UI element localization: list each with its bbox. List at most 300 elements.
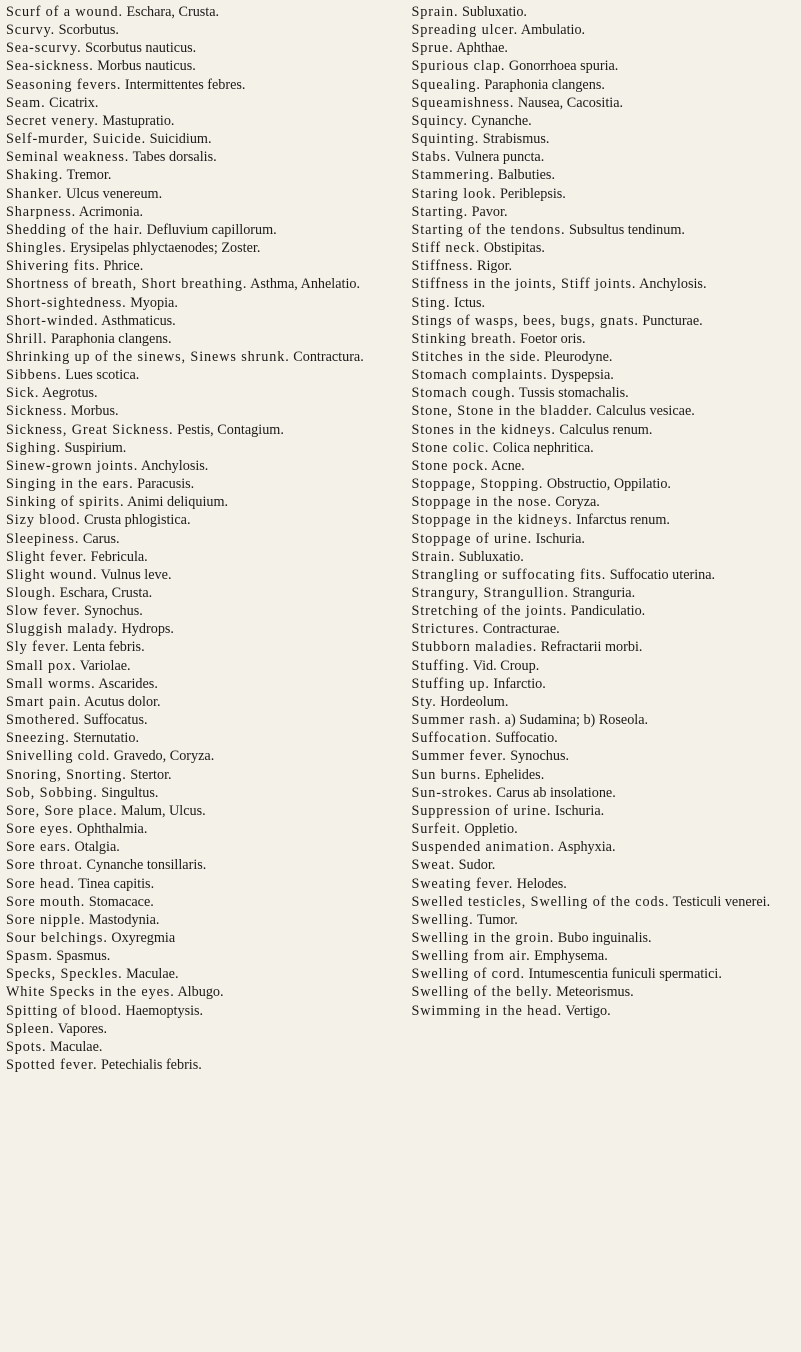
english-term: Short-winded. [6, 312, 99, 329]
english-term: Summer rash. [411, 712, 502, 729]
english-term: Stiffness. [411, 258, 474, 275]
latin-equivalent: Mastodynia. [88, 911, 160, 928]
latin-equivalent: Balbuties. [497, 167, 555, 184]
english-term: Scurf of a wound. [6, 4, 123, 20]
glossary-entry [412, 602, 794, 620]
glossary-entry [6, 493, 388, 511]
english-term: Sore nipple. [6, 911, 86, 928]
right-column [412, 3, 794, 1074]
glossary-entry [6, 856, 388, 874]
latin-equivalent: Vapores. [57, 1020, 108, 1037]
english-term: Stomach complaints. [411, 367, 548, 384]
glossary-entry [6, 312, 388, 330]
latin-equivalent: Myopia. [130, 294, 178, 311]
latin-equivalent: Calculus renum. [559, 421, 653, 438]
latin-equivalent: Contracturae. [482, 621, 560, 638]
glossary-entry [6, 511, 388, 529]
glossary-entry [412, 166, 794, 184]
latin-equivalent: Ischuria. [535, 530, 585, 547]
latin-equivalent: Stranguria. [572, 585, 636, 601]
glossary-entry [412, 384, 794, 402]
latin-equivalent: Sudor. [458, 857, 496, 874]
english-term: Sore throat. [6, 857, 83, 874]
latin-equivalent: Meteorismus. [556, 984, 634, 1001]
latin-equivalent: Eschara, Crusta. [59, 585, 153, 601]
english-term: Shaking. [6, 167, 64, 184]
glossary-entry [412, 457, 794, 475]
latin-equivalent: Contractura. [293, 348, 364, 365]
glossary-entry [6, 166, 388, 184]
english-term: Swelling from air. [411, 948, 531, 965]
english-term: Stabs. [411, 149, 452, 166]
latin-equivalent: Hydrops. [121, 621, 174, 638]
english-term: Sinew-grown joints. [6, 457, 139, 474]
glossary-entry [6, 1038, 388, 1056]
latin-equivalent: Erysipelas phlyctaenodes; Zoster. [70, 240, 261, 257]
english-term: Smothered. [6, 712, 81, 729]
english-term: Shanker. [6, 185, 63, 202]
latin-equivalent: Lenta febris. [72, 639, 145, 656]
latin-equivalent: Otalgia. [74, 839, 120, 856]
latin-equivalent: Infarctus renum. [576, 512, 670, 529]
glossary-entry [6, 402, 388, 420]
english-term: Suffocation. [411, 730, 492, 747]
latin-equivalent: Suffocatio uterina. [609, 566, 716, 583]
glossary-entry [6, 820, 388, 838]
latin-equivalent: Vulnus leve. [100, 566, 172, 583]
latin-equivalent: Sternutatio. [73, 730, 140, 747]
english-term: Sickness, Great Sickness. [6, 421, 174, 438]
latin-equivalent: Refractarii morbi. [540, 639, 643, 656]
glossary-entry [6, 965, 388, 983]
latin-equivalent: Tabes dorsalis. [132, 149, 217, 166]
glossary-entry [6, 57, 388, 75]
english-term: Suspended animation. [411, 839, 555, 856]
latin-equivalent: Asthmaticus. [101, 312, 176, 329]
latin-equivalent: Synochus. [510, 748, 570, 765]
glossary-entry [6, 911, 388, 929]
glossary-entry [6, 330, 388, 348]
latin-equivalent: Hordeolum. [440, 693, 509, 710]
glossary-entry [412, 203, 794, 221]
latin-equivalent: Synochus. [84, 603, 143, 620]
latin-equivalent: Animi deliquium. [127, 494, 229, 511]
latin-equivalent: Albugo. [177, 984, 224, 1001]
glossary-entry [412, 747, 794, 765]
glossary-entry [412, 638, 794, 656]
latin-equivalent: Ephelides. [484, 766, 545, 783]
english-term: Slight wound. [6, 566, 98, 583]
english-term: Starting. [411, 203, 469, 220]
glossary-entry [6, 3, 388, 21]
glossary-entry [412, 39, 794, 57]
latin-equivalent: Calculus vesicae. [596, 403, 695, 420]
glossary-entry [6, 584, 388, 602]
glossary-entry [6, 348, 388, 366]
glossary-entry [412, 475, 794, 493]
glossary-entry [412, 929, 794, 947]
glossary-entry [6, 257, 388, 275]
latin-equivalent: Bubo inguinalis. [557, 929, 652, 946]
latin-equivalent: Vertigo. [565, 1002, 611, 1019]
glossary-entry [6, 1056, 388, 1074]
english-term: Squealing. [411, 76, 481, 93]
latin-equivalent: Suffocatus. [83, 712, 148, 729]
english-term: Staring look. [411, 185, 497, 202]
latin-equivalent: Stertor. [130, 766, 172, 783]
english-term: Shivering fits. [6, 258, 100, 275]
latin-equivalent: Obstructio, Oppilatio. [546, 476, 671, 493]
english-term: Swelling. [411, 911, 474, 928]
english-term: Swelling of cord. [411, 966, 525, 983]
glossary-entry [412, 675, 794, 693]
latin-equivalent: Lues scotica. [65, 367, 140, 384]
english-term: Strictures. [411, 621, 480, 638]
latin-equivalent: Phrice. [103, 258, 144, 275]
glossary-entry [412, 21, 794, 39]
english-term: Starting of the tendons. [411, 221, 566, 238]
latin-equivalent: Paracusis. [137, 476, 195, 493]
latin-equivalent: Foetor oris. [520, 330, 586, 347]
latin-equivalent: Stomacace. [88, 893, 154, 910]
latin-equivalent: Tremor. [66, 167, 112, 184]
glossary-entry [412, 784, 794, 802]
latin-equivalent: Acrimonia. [78, 203, 144, 220]
latin-equivalent: Febricula. [90, 548, 148, 565]
glossary-entry [6, 130, 388, 148]
glossary-entry [412, 130, 794, 148]
english-term: Shortness of breath, Short breathing. [6, 276, 248, 293]
glossary-entry [6, 693, 388, 711]
latin-equivalent: Coryza. [555, 494, 600, 511]
latin-equivalent: Defluvium capillorum. [146, 221, 277, 238]
glossary-entry [412, 294, 794, 312]
english-term: Stoppage in the nose. [411, 494, 552, 511]
english-term: Specks, Speckles. [6, 966, 123, 983]
english-term: Shedding of the hair. [6, 221, 144, 238]
latin-equivalent: Singultus. [101, 784, 159, 801]
english-term: Sinking of spirits. [6, 494, 125, 511]
glossary-entry [6, 620, 388, 638]
latin-equivalent: Carus ab insolatione. [496, 784, 616, 801]
english-term: Snoring, Snorting. [6, 766, 127, 783]
glossary-entry [412, 366, 794, 384]
latin-equivalent: Cynanche. [471, 112, 532, 129]
glossary-entry [412, 983, 794, 1001]
latin-equivalent: Emphysema. [534, 948, 608, 965]
glossary-entry [412, 947, 794, 965]
english-term: Stretching of the joints. [411, 603, 568, 620]
latin-equivalent: Scorbutus. [58, 22, 119, 39]
glossary-entry [6, 983, 388, 1001]
glossary-entry [6, 675, 388, 693]
latin-equivalent: Cynanche tonsillaris. [86, 857, 207, 874]
latin-equivalent: Ictus. [453, 294, 486, 311]
latin-equivalent: Spasmus. [56, 948, 111, 965]
english-term: Sun-strokes. [411, 784, 493, 801]
english-term: Scurvy. [6, 22, 56, 39]
latin-equivalent: Ischuria. [554, 802, 605, 819]
english-term: Spleen. [6, 1020, 55, 1037]
latin-equivalent: Malum, Ulcus. [120, 802, 206, 819]
latin-equivalent: Aegrotus. [42, 385, 98, 402]
english-term: Swelling in the groin. [411, 929, 555, 946]
english-term: Sea-scurvy. [6, 40, 82, 57]
english-term: Self-murder, Suicide. [6, 131, 147, 148]
english-term: Swelling of the belly. [411, 984, 553, 1001]
glossary-entry [412, 94, 794, 112]
glossary-entry [6, 802, 388, 820]
latin-equivalent: Anchylosis. [639, 276, 707, 293]
english-term: Stone colic. [411, 439, 490, 456]
english-term: Strangling or suffocating fits. [411, 566, 607, 583]
glossary-entry [6, 729, 388, 747]
glossary-entry [412, 421, 794, 439]
glossary-entry [412, 330, 794, 348]
english-term: Spreading ulcer. [411, 22, 519, 39]
glossary-entry [412, 856, 794, 874]
glossary-entry [412, 965, 794, 983]
glossary-entry [6, 185, 388, 203]
glossary-entry [6, 947, 388, 965]
glossary-entry [412, 221, 794, 239]
english-term: Stinking breath. [411, 330, 517, 347]
english-term: Stiff neck. [411, 240, 481, 257]
glossary-entry [6, 893, 388, 911]
english-term: Stoppage, Stopping. [411, 476, 544, 493]
english-term: Sweat. [411, 857, 456, 874]
glossary-entry [412, 548, 794, 566]
english-term: Squincy. [411, 112, 468, 129]
glossary-entry [412, 657, 794, 675]
latin-equivalent: Pandiculatio. [570, 603, 646, 620]
latin-equivalent: Strabismus. [482, 131, 550, 148]
glossary-entry [6, 838, 388, 856]
latin-equivalent: Subluxatio. [461, 4, 527, 20]
glossary-entry [6, 784, 388, 802]
latin-equivalent: Gravedo, Coryza. [113, 748, 215, 765]
glossary-entry [6, 766, 388, 784]
latin-equivalent: Suicidium. [149, 131, 212, 148]
glossary-entry [412, 911, 794, 929]
glossary-entry [6, 421, 388, 439]
english-term: Spotted fever. [6, 1057, 98, 1074]
glossary-entry [6, 548, 388, 566]
latin-equivalent: Gonorrhoea spuria. [508, 58, 619, 75]
latin-equivalent: Suffocatio. [495, 730, 558, 747]
english-term: Stomach cough. [411, 385, 516, 402]
english-term: Sore head. [6, 875, 75, 892]
english-term: Stammering. [411, 167, 495, 184]
english-term: Sting. [411, 294, 451, 311]
english-term: Sibbens. [6, 367, 62, 384]
latin-equivalent: Obstipitas. [483, 240, 545, 257]
glossary-entry [412, 348, 794, 366]
glossary-entry [6, 203, 388, 221]
english-term: Sty. [411, 693, 437, 710]
latin-equivalent: Morbus nauticus. [97, 58, 196, 75]
glossary-entry [412, 493, 794, 511]
glossary-entry [412, 1002, 794, 1020]
english-term: Sore mouth. [6, 893, 86, 910]
english-term: Small pox. [6, 657, 77, 674]
english-term: Shrill. [6, 330, 48, 347]
latin-equivalent: Subluxatio. [458, 548, 524, 565]
latin-equivalent: Maculae. [50, 1038, 103, 1055]
latin-equivalent: Oxyregmia [111, 929, 176, 946]
english-term: Stitches in the side. [411, 348, 541, 365]
english-term: Sighing. [6, 439, 61, 456]
glossary-entry [412, 693, 794, 711]
english-term: Stuffing. [411, 657, 470, 674]
english-term: Sun burns. [411, 766, 482, 783]
glossary-entry [6, 439, 388, 457]
english-term: Strain. [411, 548, 456, 565]
glossary-entry [412, 729, 794, 747]
english-term: Swimming in the head. [411, 1002, 563, 1019]
glossary-entry [412, 402, 794, 420]
glossary-entry [6, 657, 388, 675]
glossary-entry [412, 185, 794, 203]
english-term: Stoppage in the kidneys. [411, 512, 573, 529]
latin-equivalent: Colica nephritica. [492, 439, 594, 456]
english-term: Sob, Sobbing. [6, 784, 98, 801]
glossary-entry [412, 257, 794, 275]
glossary-entry [6, 475, 388, 493]
glossary-entry [412, 584, 794, 602]
glossary-entry [412, 530, 794, 548]
latin-equivalent: Vulnera puncta. [454, 149, 545, 166]
glossary-entry [412, 3, 794, 21]
english-term: Stones in the kidneys. [411, 421, 556, 438]
latin-equivalent: Tumor. [476, 911, 518, 928]
latin-equivalent: Carus. [82, 530, 120, 547]
english-term: Spurious clap. [411, 58, 506, 75]
english-term: Sea-sickness. [6, 58, 94, 75]
glossary-entry [412, 875, 794, 893]
english-term: Shrinking up of the sinews, Sinews shrunk. [6, 348, 290, 365]
latin-equivalent: Mastupratio. [102, 112, 175, 129]
english-term: Smart pain. [6, 693, 82, 710]
latin-equivalent: Acne. [491, 457, 525, 474]
english-term: Seam. [6, 94, 46, 111]
latin-equivalent: Eschara, Crusta. [126, 4, 220, 20]
glossary-entry [412, 620, 794, 638]
glossary-entry [412, 239, 794, 257]
english-term: Stoppage of urine. [411, 530, 533, 547]
glossary-entry [6, 294, 388, 312]
glossary-entry [6, 239, 388, 257]
english-term: Sizy blood. [6, 512, 81, 529]
glossary-entry [6, 21, 388, 39]
latin-equivalent: Ulcus venereum. [66, 185, 163, 202]
latin-equivalent: Ambulatio. [520, 22, 586, 39]
english-term: Stuffing up. [411, 675, 490, 692]
glossary-entry [412, 566, 794, 584]
latin-equivalent: Periblepsis. [500, 185, 566, 202]
latin-equivalent: Tussis stomachalis. [518, 385, 629, 402]
english-term: Sickness. [6, 403, 68, 420]
glossary-entry [6, 530, 388, 548]
english-term: Sprain. [411, 4, 459, 20]
english-term: Swelled testicles, Swelling of the cods. [411, 893, 670, 910]
latin-equivalent: Variolae. [79, 657, 131, 674]
english-term: Summer fever. [411, 748, 507, 765]
english-term: Stiffness in the joints, Stiff joints. [411, 276, 637, 293]
english-term: Sweating fever. [411, 875, 514, 892]
latin-equivalent: Asphyxia. [557, 839, 616, 856]
glossary-entry [6, 875, 388, 893]
glossary-entry [6, 384, 388, 402]
english-term: Squeamishness. [411, 94, 515, 111]
glossary-entry [412, 511, 794, 529]
latin-equivalent: Asthma, Anhelatio. [250, 276, 361, 293]
english-term: Seasoning fevers. [6, 76, 122, 93]
left-column [6, 3, 388, 1074]
latin-equivalent: Aphthae. [456, 40, 508, 57]
latin-equivalent: Intumescentia funiculi spermatici. [528, 966, 722, 983]
english-term: Suppression of urine. [411, 802, 552, 819]
latin-equivalent: Dyspepsia. [551, 367, 614, 384]
glossary-entry [6, 747, 388, 765]
english-term: Slight fever. [6, 548, 88, 565]
latin-equivalent: Paraphonia clangens. [484, 76, 605, 93]
english-term: Slough. [6, 585, 57, 601]
glossary-entry [412, 820, 794, 838]
glossary-entry [412, 148, 794, 166]
glossary-entry [412, 76, 794, 94]
latin-equivalent: Morbus. [70, 403, 119, 420]
english-term: Seminal weakness. [6, 149, 130, 166]
english-term: Secret venery. [6, 112, 99, 129]
latin-equivalent: Vid. Croup. [472, 657, 540, 674]
english-term: Stone, Stone in the bladder. [411, 403, 593, 420]
latin-equivalent: Ascarides. [98, 675, 158, 692]
english-term: Shingles. [6, 240, 67, 257]
latin-equivalent: Suspirium. [64, 439, 127, 456]
latin-equivalent: Maculae. [126, 966, 179, 983]
latin-equivalent: Nausea, Cacositia. [517, 94, 624, 111]
english-term: Sharpness. [6, 203, 77, 220]
english-term: Stings of wasps, bees, bugs, gnats. [411, 312, 639, 329]
glossary-entry [6, 566, 388, 584]
english-term: Surfeit. [411, 821, 461, 838]
glossary-entry [412, 766, 794, 784]
english-term: Singing in the ears. [6, 476, 134, 493]
glossary-entry [6, 275, 388, 293]
latin-equivalent: Petechialis febris. [100, 1057, 202, 1074]
english-term: Sour belchings. [6, 929, 108, 946]
glossary-entry [412, 312, 794, 330]
english-term: Sore ears. [6, 839, 71, 856]
glossary-entry [6, 148, 388, 166]
latin-equivalent: Paraphonia clangens. [50, 330, 172, 347]
latin-equivalent: Intermittentes febres. [124, 76, 246, 93]
latin-equivalent: Infarctio. [493, 675, 546, 692]
glossary-entry [412, 439, 794, 457]
glossary-entry [412, 838, 794, 856]
english-term: Sleepiness. [6, 530, 80, 547]
english-term: Small worms. [6, 675, 96, 692]
glossary-entry [6, 39, 388, 57]
latin-equivalent: Pleurodyne. [544, 348, 613, 365]
english-term: Sly fever. [6, 639, 70, 656]
english-term: Spasm. [6, 948, 53, 965]
english-term: Sprue. [411, 40, 454, 57]
english-term: Sneezing. [6, 730, 70, 747]
glossary-entry [6, 457, 388, 475]
glossary-entry [6, 1020, 388, 1038]
